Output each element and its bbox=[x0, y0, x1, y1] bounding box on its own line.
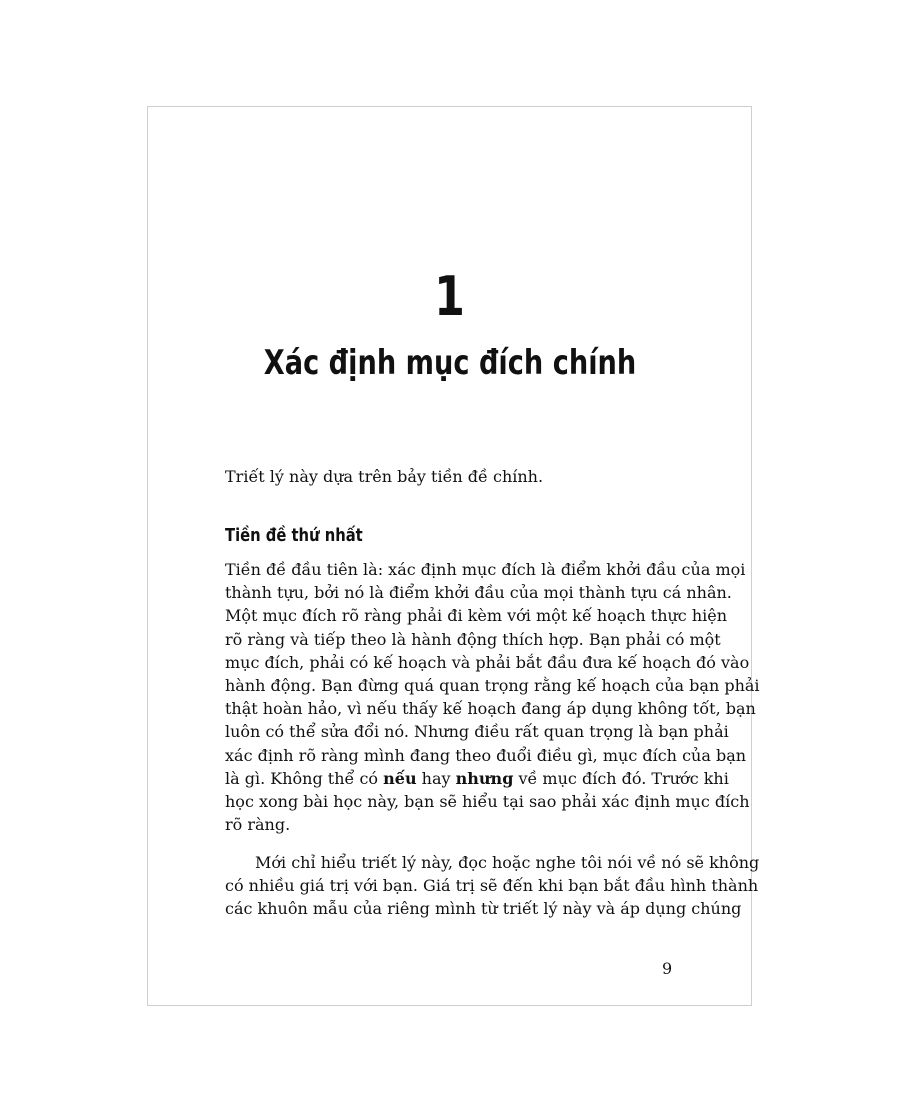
paragraph-1-line: thành tựu, bởi nó là điểm khởi đầu của mọi thành tựu cá nhân. bbox=[225, 583, 732, 603]
emphasis-but: nhưng bbox=[455, 768, 514, 788]
paragraph-1-line: rõ ràng. bbox=[225, 815, 291, 835]
intro-sentence: Triết lý này dựa trên bảy tiền đề chính. bbox=[225, 467, 544, 486]
paragraph-1 bbox=[225, 558, 760, 836]
line-text: về mục đích đó. Trước khi bbox=[513, 768, 729, 788]
paragraph-1-line: xác định rõ ràng mình đang theo đuổi điều gì, mục đích của bạn bbox=[225, 745, 747, 765]
paragraph-1-line: học xong bài học này, bạn sẽ hiểu tại sao phải xác định mục đích bbox=[225, 792, 750, 812]
paragraph-2-line: các khuôn mẫu của riêng mình từ triết lý này và áp dụng chúng bbox=[225, 899, 742, 919]
paragraph-1-line-emphasis bbox=[225, 767, 729, 790]
paragraph-1-line: hành động. Bạn đừng quá quan trọng rằng kế hoạch của bạn phải bbox=[225, 676, 760, 696]
paragraph-2 bbox=[225, 851, 760, 921]
paragraph-1-line: rõ ràng và tiếp theo là hành động thích hợp. Bạn phải có một bbox=[225, 629, 721, 649]
emphasis-if: nếu bbox=[383, 768, 417, 788]
paragraph-2-line: Mới chỉ hiểu triết lý này, đọc hoặc nghe tôi nói về nó sẽ không bbox=[255, 853, 760, 872]
chapter-number: 1 bbox=[434, 265, 466, 328]
chapter-title: Xác định mục đích chính bbox=[263, 343, 637, 383]
paragraph-2-line: có nhiều giá trị với bạn. Giá trị sẽ đến khi bạn bắt đầu hình thành bbox=[225, 876, 759, 896]
paragraph-1-line: Tiền đề đầu tiên là: xác định mục đích là điểm khởi đầu của mọi bbox=[225, 560, 746, 579]
paragraph-1-line: mục đích, phải có kế hoạch và phải bắt đầu đưa kế hoạch đó vào bbox=[225, 652, 750, 672]
paragraph-1-line: Một mục đích rõ ràng phải đi kèm với một kế hoạch thực hiện bbox=[225, 606, 728, 626]
section-heading: Tiền đề thứ nhất bbox=[225, 525, 363, 546]
page-number: 9 bbox=[662, 959, 673, 978]
paragraph-1-line: luôn có thể sửa đổi nó. Nhưng điều rất quan trọng là bạn phải bbox=[225, 722, 729, 742]
line-text: là gì. Không thể có bbox=[225, 768, 384, 788]
paragraph-1-line: thật hoàn hảo, vì nếu thấy kế hoạch đang áp dụng không tốt, bạn bbox=[225, 699, 756, 719]
line-text: hay bbox=[416, 768, 456, 788]
